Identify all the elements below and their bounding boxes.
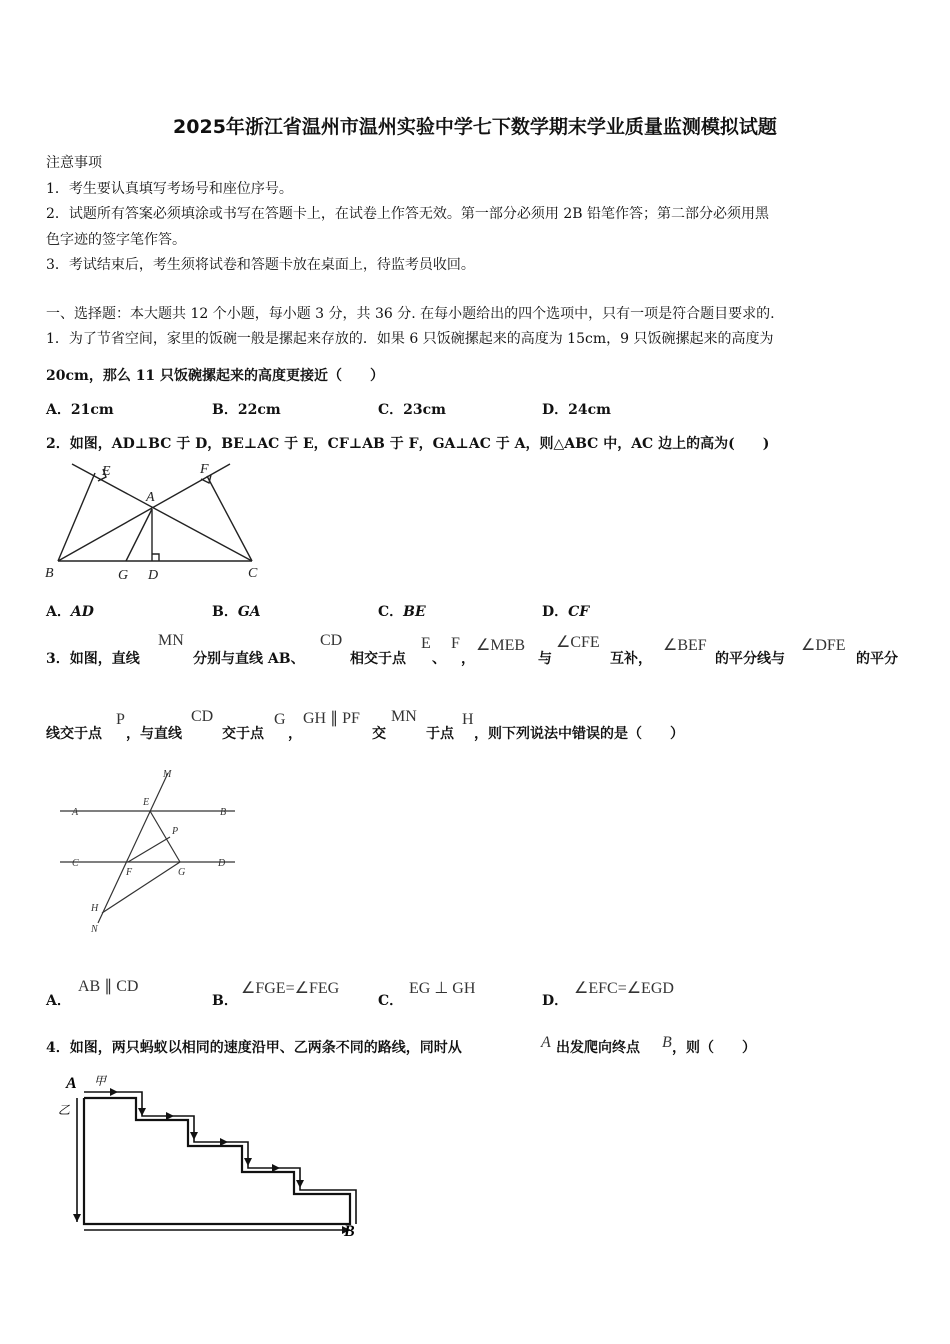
q3-option-c-value[interactable]: EG ⊥ GH (409, 980, 476, 997)
q3-text: 交 (372, 726, 386, 742)
q1-stem-line2: 20cm，那么 11 只饭碗摞起来的高度更接近（ ） (46, 368, 385, 384)
q3-text: 与 (538, 651, 552, 667)
q3-option-d-value[interactable]: ∠EFC=∠EGD (574, 980, 674, 997)
q3-parallel-lines-figure (60, 765, 240, 940)
q3-symbol: P (116, 711, 125, 728)
q3-text: 交于点 (222, 726, 264, 742)
staircase-outline (84, 1098, 350, 1224)
q3-symbol: G (274, 711, 286, 728)
line-mn (98, 773, 168, 923)
route-jia (84, 1092, 356, 1224)
q3-text: 线交于点 (46, 726, 102, 742)
notice-item: 1．考生要认真填写考场号和座位序号。 (46, 181, 293, 197)
segment-fp (128, 837, 170, 862)
line-ce (72, 464, 252, 561)
q3-symbol: MN (391, 708, 417, 725)
arrow-icon (244, 1158, 252, 1166)
figure-label-a: A (66, 1075, 77, 1092)
q1-option-b[interactable]: B．22cm (212, 402, 281, 418)
arrow-icon (220, 1138, 228, 1146)
q3-text: 互补， (610, 651, 652, 667)
q3-symbol: CD (320, 632, 343, 649)
q3-symbol: F (451, 635, 460, 652)
page-title: 2025年浙江省温州市温州实验中学七下数学期末学业质量监测模拟试题 (173, 116, 777, 138)
q3-symbol: ∠DFE (801, 637, 846, 654)
figure-label-b: B (45, 566, 54, 581)
q3-text: 分别与直线 AB、 (193, 651, 305, 667)
q3-symbol: ∠CFE (556, 634, 600, 651)
q4-text: 出发爬向终点 (556, 1040, 640, 1056)
q3-option-a-value[interactable]: AB ∥ CD (78, 978, 139, 995)
q4-text: ，则（ ） (672, 1040, 756, 1056)
q1-option-c[interactable]: C．23cm (378, 402, 446, 418)
q2-option-d[interactable]: D．CF (542, 604, 590, 620)
q1-option-d[interactable]: D．24cm (542, 402, 611, 418)
q2-option-a[interactable]: A．AD (46, 604, 94, 620)
right-angle-d (152, 554, 159, 561)
segment-be (58, 473, 95, 561)
q3-option-a-letter[interactable]: A． (46, 993, 71, 1009)
figure-label-b: B (344, 1223, 355, 1240)
q3-option-c-letter[interactable]: C． (378, 993, 404, 1009)
notice-item: 3．考试结束后，考生须将试卷和答题卡放在桌面上，待监考员收回。 (46, 257, 475, 273)
figure-label-p: P (172, 826, 179, 837)
q2-option-b[interactable]: B．GA (212, 604, 261, 620)
figure-label-g: G (178, 867, 186, 878)
arrow-icon (190, 1132, 198, 1140)
q1-stem-line1: 1．为了节省空间，家里的饭碗一般是摞起来存放的．如果 6 只饭碗摞起来的高度为 15cm，9 只饭碗摞起来的高度为 (46, 331, 774, 347)
notice-item: 色字迹的签字笔作答。 (46, 232, 186, 248)
q3-symbol: ∠MEB (476, 637, 526, 654)
q3-option-b-letter[interactable]: B． (212, 993, 238, 1009)
figure-label-f: F (200, 462, 209, 477)
arrow-icon (110, 1088, 118, 1096)
line-bf (58, 464, 230, 561)
q3-symbol: E (421, 635, 431, 652)
q3-symbol: H (462, 711, 474, 728)
q3-text: ，与直线 (126, 726, 182, 742)
figure-label-jia: 甲 (94, 1074, 107, 1088)
figure-label-g: G (118, 568, 129, 583)
q4-staircase-figure (56, 1068, 386, 1243)
figure-label-yi: 乙 (58, 1103, 71, 1117)
q3-option-d-letter[interactable]: D． (542, 993, 569, 1009)
segment-ag (126, 509, 152, 561)
q3-text: ， (288, 726, 302, 742)
q3-text: ， (461, 651, 475, 667)
arrow-icon (296, 1180, 304, 1188)
figure-label-e: E (102, 464, 111, 479)
arrow-icon (138, 1108, 146, 1116)
q3-text: 于点 (426, 726, 454, 742)
notice-heading: 注意事项 (46, 155, 102, 171)
q3-text: ，则下列说法中错误的是（ ） (474, 726, 684, 742)
figure-label-n: N (91, 924, 98, 935)
arrow-icon (166, 1112, 174, 1120)
q3-symbol: MN (158, 632, 184, 649)
q3-symbol: ∠BEF (663, 637, 707, 654)
figure-label-m: M (163, 769, 172, 780)
figure-label-a: A (72, 807, 79, 818)
q4-symbol: A (541, 1034, 551, 1051)
figure-label-a: A (146, 490, 155, 505)
section-heading: 一、选择题：本大题共 12 个小题，每小题 3 分，共 36 分. 在每小题给出的四个选项中，只有一项是符合题目要求的. (46, 306, 775, 322)
q3-option-b-value[interactable]: ∠FGE=∠FEG (241, 980, 340, 997)
figure-label-c: C (72, 858, 79, 869)
segment-gh (102, 862, 180, 913)
q3-text: 的平分 (856, 651, 898, 667)
figure-label-d: D (218, 858, 226, 869)
q2-stem: 2．如图，AD⊥BC 于 D，BE⊥AC 于 E，CF⊥AB 于 F，GA⊥AC 于 A，则△ABC 中，AC 边上的高为( ) (46, 436, 770, 452)
figure-label-c: C (248, 566, 258, 581)
q3-symbol: GH ∥ PF (303, 710, 360, 727)
q3-text: 、 (432, 651, 446, 667)
q3-symbol: CD (191, 708, 214, 725)
figure-label-b: B (220, 807, 227, 818)
q3-text: 相交于点 (350, 651, 406, 667)
q2-triangle-figure (40, 455, 270, 590)
q4-symbol: B (662, 1034, 672, 1051)
q2-option-c[interactable]: C．BE (378, 604, 426, 620)
arrow-icon (73, 1214, 81, 1222)
figure-label-e: E (143, 797, 150, 808)
notice-item: 2．试题所有答案必须填涂或书写在答题卡上，在试卷上作答无效。第一部分必须用 2B 铅笔作答；第二部分必须用黑 (46, 206, 769, 222)
arrow-icon (272, 1164, 280, 1172)
figure-label-f: F (126, 867, 133, 878)
figure-label-d: D (148, 568, 159, 583)
q4-text: 4．如图，两只蚂蚁以相同的速度沿甲、乙两条不同的路线，同时从 (46, 1040, 462, 1056)
figure-label-h: H (91, 903, 99, 914)
q3-text: 3．如图，直线 (46, 651, 140, 667)
q3-text: 的平分线与 (715, 651, 785, 667)
q1-option-a[interactable]: A．21cm (46, 402, 114, 418)
